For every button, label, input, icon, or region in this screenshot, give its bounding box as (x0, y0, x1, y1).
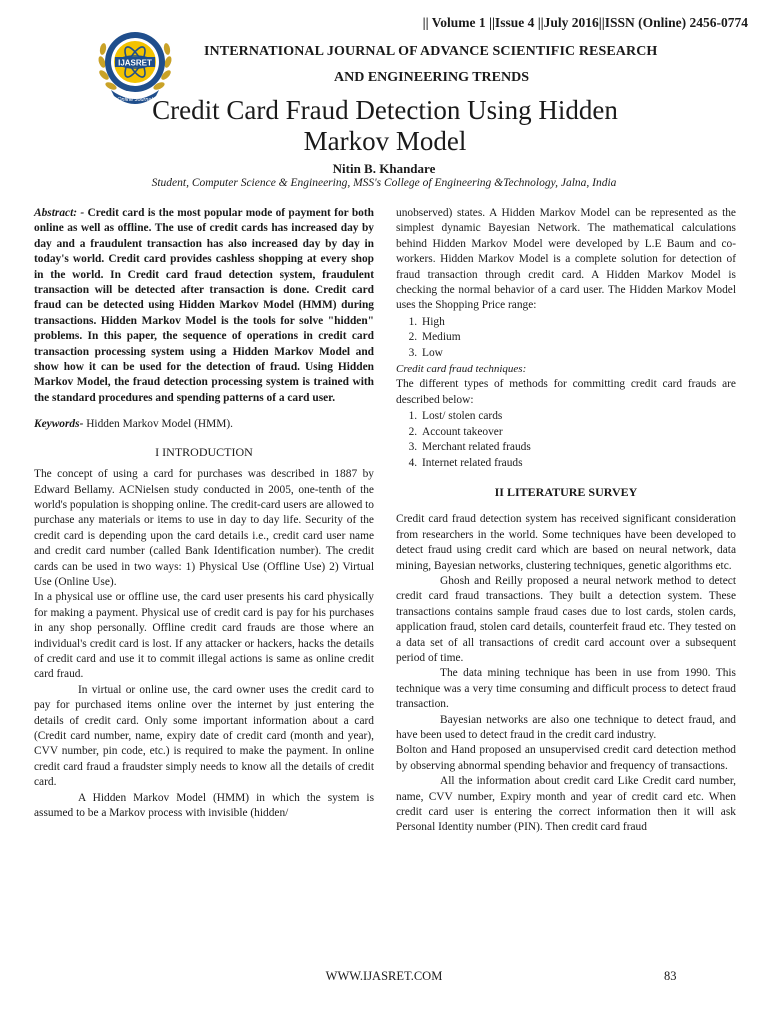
section-heading-introduction: I INTRODUCTION (155, 444, 253, 459)
price-range-list (396, 315, 736, 361)
journal-logo (93, 22, 177, 106)
techniques-list (396, 409, 736, 471)
literature-paragraph-6: All the information about credit card Like Credit card number, name, CVV number, Expiry month and year of credit card etc. When credit card user is entering the correct information then it will ask Personal Identity number (PIN). Then credit card fraud (396, 775, 736, 834)
techniques-intro: The different types of methods for committing credit card frauds are described below: (396, 378, 736, 406)
abstract-text: Credit card is the most popular mode of payment for both online as well as offline. The use of credit cards has increased day by day and a fraudulent transaction has also increased day by day in today's world. Credit card provides cashless shopping at every shop in the world. In Credit card fraud detection system, fraudulent transaction will be detected after transaction is done. Credit card fraud can be detected using Hidden Markov Model (HMM) during transactions. Hidden Markov Model is the tools for solve "hidden" problems. In this paper, the sequence of operations in credit card transaction processing system using a Hidden Markov Model and show how it can be used for the detection of fraud. Using Hidden Markov Model, the fraud detection processing system is trained with the standard procedures and spending patterns of a card user. (34, 207, 374, 404)
keywords-label: Keywords- (34, 418, 84, 431)
left-column (34, 206, 374, 821)
section-heading-literature-survey: II LITERATURE SURVEY (494, 484, 638, 499)
list-item: 2. Account takeover (420, 425, 736, 440)
paper-title: Credit Card Fraud Detection Using Hidden Markov Model (152, 95, 618, 156)
literature-paragraph-3: The data mining technique has been in use from 1990. This technique was a very time consuming and difficult process to detect fraud transaction. (396, 667, 736, 711)
list-item: 4. Internet related frauds (420, 456, 736, 471)
abstract (34, 206, 374, 406)
intro-paragraph-2: In a physical use or offline use, the card user presents his card physically for making a payment. Physical use of credit card is pay for his purchases in any shop personally. Offline credit card frauds are those where an individual's credit card is lost. If any attacker or hackers, hacks the details of credit card and use it to commit illegal actions is same as online credit card fraud. (34, 591, 374, 681)
paper-author: Nitin B. Khandare (332, 161, 436, 176)
footer-url: WWW.IJASRET.COM (325, 969, 443, 983)
literature-paragraph-1: Credit card fraud detection system has received significant consideration from researchers in the world. Some techniques have been developed to detect fraud using credit card which are based on neural network, data mining, Bayesian networks, clustering techniques, genetic algorithms etc. (396, 513, 736, 572)
intro-paragraph-1: The concept of using a card for purchases was described in 1887 by Edward Bellamy. ACNielsen study conducted in 2005, one-tenth of the world's population is shopping online. The credit-card users are allowed to purchase any materials or items to use in day to day life. Security of the credit card is depending upon the card details i.e., credit card user name and credit card number (called Bank Identification number). The credit cards can be used in two ways: 1) Physical Use (Offline Use) 2) Virtual Use (Online Use). (34, 468, 375, 588)
keywords (34, 417, 374, 432)
logo-text: IJASRET (118, 58, 152, 68)
right-column (396, 206, 736, 836)
issue-line: || Volume 1 ||Issue 4 ||July 2016||ISSN (Online) 2456-0774 (422, 15, 748, 30)
hmm-paragraph: unobserved) states. A Hidden Markov Model can be represented as the simplest dynamic Bayesian Network. The mathematical calculations behind Hidden Markov Model were developed by L.E Baum and co-workers. Hidden Markov Model is a complete solution for detection of fraud transaction through credit card. A Hidden Markov Model is checking the normal behavior of a card user. The Hidden Markov Model uses the Shopping Price range: (396, 207, 736, 312)
intro-paragraph-3: In virtual or online use, the card owner uses the credit card to pay for purchased items online over the internet by just entering the details of credit card. Only some important information about a card (Credit card number, name, expiry date of credit card (month and year), CVV number, pin code, etc.) is required to make the payment. In online credit card fraud a fraudster simply needs to know all the details of credit card. (34, 683, 374, 789)
page-number: 83 (664, 969, 677, 983)
literature-paragraph-4: Bayesian networks are also one technique to detect fraud, and have been used to detect fraud in the credit card industry. (396, 713, 736, 741)
logo-ring-text: Online Journal (117, 97, 153, 103)
journal-name-line1: INTERNATIONAL JOURNAL OF ADVANCE SCIENTIFIC RESEARCH (204, 44, 658, 59)
list-item: 3. Low (420, 346, 736, 361)
list-item: 1. High (420, 315, 736, 330)
keywords-text: Hidden Markov Model (HMM). (83, 418, 234, 431)
journal-name-line2: AND ENGINEERING TRENDS (334, 70, 530, 85)
list-item: 1. Lost/ stolen cards (420, 409, 736, 424)
abstract-label: Abstract: - (34, 207, 85, 219)
intro-paragraph-4: A Hidden Markov Model (HMM) in which the system is assumed to be a Markov process with invisible (hidden/ (34, 791, 374, 820)
paper-affiliation: Student, Computer Science & Engineering, MSS's College of Engineering &Technology, Jalna, India (151, 177, 617, 189)
list-item: 3. Merchant related frauds (420, 440, 736, 455)
literature-paragraph-2: Ghosh and Reilly proposed a neural network method to detect credit card fraud transactions. They built a detection system. These transactions contains sample fraud cases due to lost cards, stolen cards, application fraud, stolen card details, counterfeit fraud etc. They tested on a data set of all transactions of credit card account over a subsequent period of time. (396, 574, 736, 664)
literature-paragraph-5: Bolton and Hand proposed an unsupervised credit card detection method by observing abnormal spending behavior and frequency of transactions. (396, 744, 736, 772)
techniques-subheading: Credit card fraud techniques: (396, 363, 527, 376)
list-item: 2. Medium (420, 330, 736, 345)
